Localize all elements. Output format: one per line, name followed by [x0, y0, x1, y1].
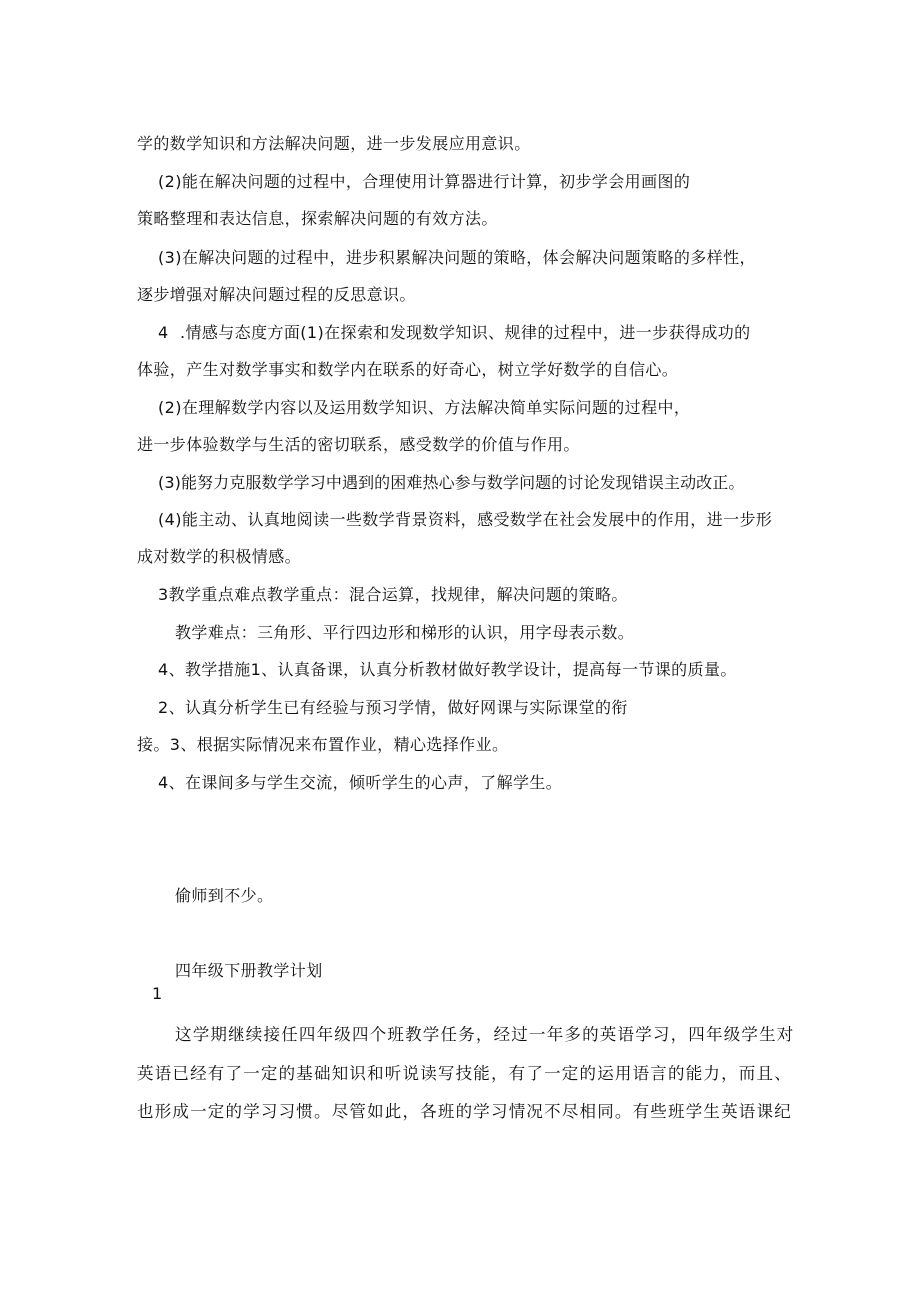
note-line: 偷师到不少。 — [175, 886, 274, 905]
text-line: 策略整理和表达信息，探索解决问题的有效方法。 — [137, 209, 498, 228]
text-line: 4、在课间多与学生交流，倾听学生的心声，了解学生。 — [158, 773, 563, 792]
text-line: 3教学重点难点教学重点：混合运算，找规律，解决问题的策略。 — [158, 585, 628, 604]
text-line: (3)能努力克服数学学习中遇到的困难热心参与数学问题的讨论发现错误主动改正。 — [158, 473, 745, 492]
text-line: 教学难点：三角形、平行四边形和梯形的认识，用字母表示数。 — [175, 623, 635, 642]
text-line: 学的数学知识和方法解决问题，进一步发展应用意识。 — [137, 134, 531, 153]
text-line: 逐步增强对解决问题过程的反思意识。 — [137, 285, 416, 304]
text-line: 2、认真分析学生已有经验与预习学情，做好网课与实际课堂的衔 — [158, 698, 628, 717]
section-number: 1 — [152, 984, 163, 1003]
text-line: 进一步体验数学与生活的密切联系，感受数学的价值与作用。 — [137, 435, 580, 454]
paragraph-line: 也形成一定的学习习惯。尽管如此，各班的学习情况不尽相同。有些班学生英语课纪 — [137, 1102, 792, 1121]
text-line: 接。3、根据实际情况来布置作业，精心选择作业。 — [137, 735, 509, 754]
text-line: .情感与态度方面(1)在探索和发现数学知识、规律的过程中，进一步获得成功的 — [180, 323, 751, 342]
text-line: (2)能在解决问题的过程中，合理使用计算器进行计算，初步学会用画图的 — [158, 172, 691, 191]
text-line: (3)在解决问题的过程中，进步积累解决问题的策略，体会解决问题策略的多样性， — [158, 248, 756, 267]
text-line: (2)在理解数学内容以及运用数学知识、方法解决简单实际问题的过程中， — [158, 398, 691, 417]
text-line: 体验，产生对数学事实和数学内在联系的好奇心，树立学好数学的自信心。 — [137, 360, 679, 379]
section-title: 四年级下册教学计划 — [175, 961, 323, 980]
paragraph-line: 英语已经有了一定的基础知识和听说读写技能，有了一定的运用语言的能力，而且、 — [137, 1064, 792, 1083]
paragraph-line: 这学期继续接任四年级四个班教学任务，经过一年多的英语学习，四年级学生对 — [175, 1025, 795, 1044]
text-line: 4、教学措施1、认真备课，认真分析教材做好教学设计，提高每一节课的质量。 — [158, 660, 737, 679]
list-number: 4 — [158, 323, 169, 342]
text-line: 成对数学的积极情感。 — [137, 547, 302, 566]
text-line: (4)能主动、认真地阅读一些数学背景资料，感受数学在社会发展中的作用，进一步形 — [158, 510, 773, 529]
